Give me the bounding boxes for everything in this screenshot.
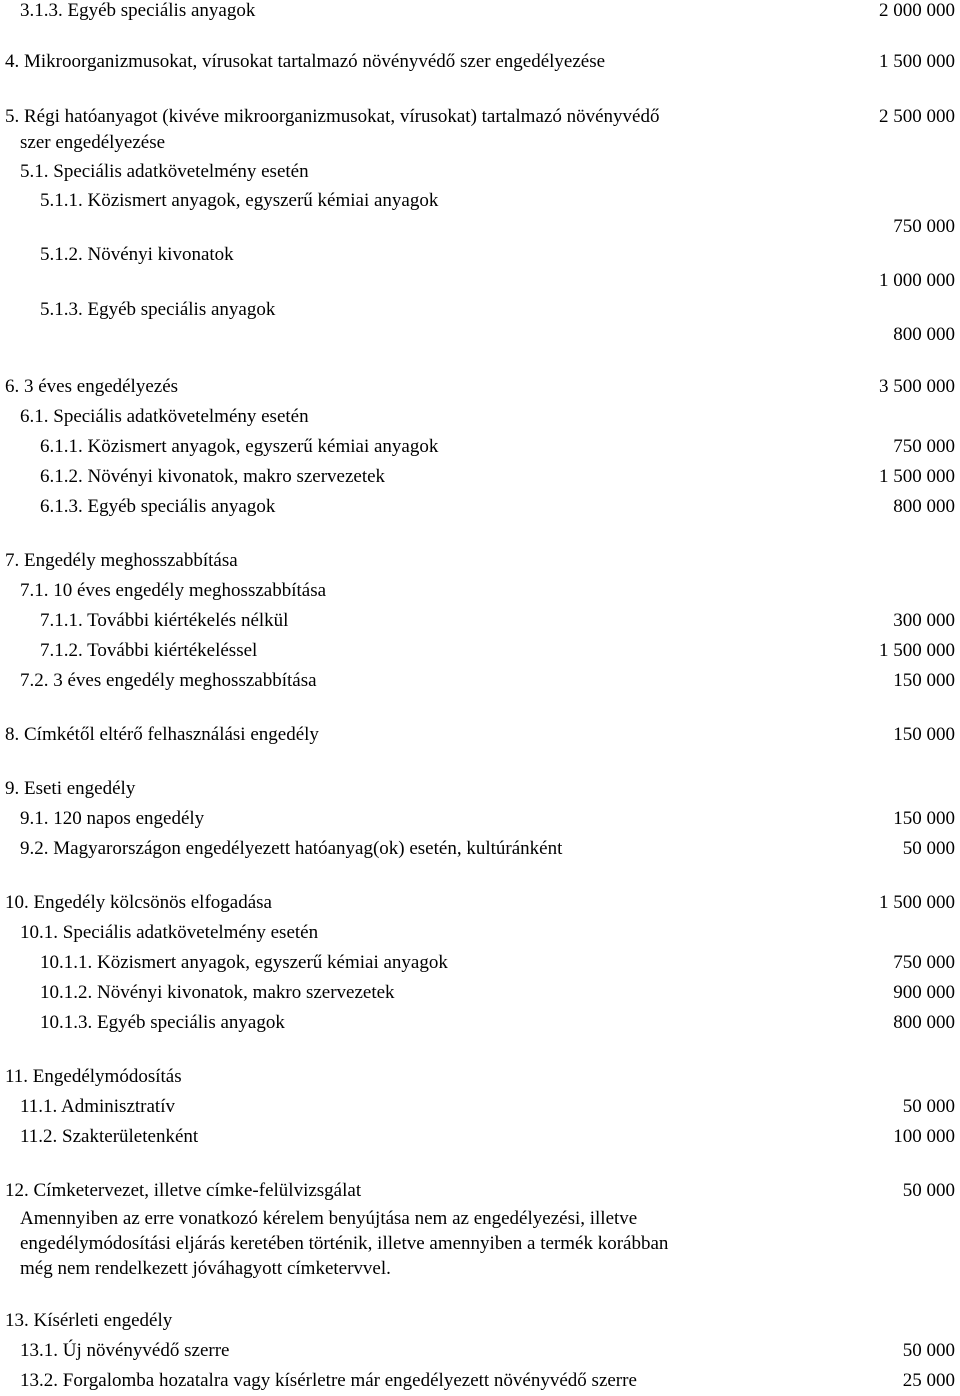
- item-10-1-1-label: 10.1.1. Közismert anyagok, egyszerű kémiai anyagok: [40, 952, 448, 973]
- item-6-1-1-value: 750 000: [893, 436, 955, 457]
- item-6-1-2-value: 1 500 000: [879, 466, 955, 487]
- item-5-label: 5. Régi hatóanyagot (kivéve mikroorganizmusokat, vírusokat) tartalmazó növényvédő: [5, 106, 660, 127]
- item-11-2-label: 11.2. Szakterületenként: [20, 1126, 199, 1147]
- item-7-1-1-label: 7.1.1. További kiértékelés nélkül: [40, 610, 289, 631]
- item-13-1-value: 50 000: [902, 1340, 955, 1361]
- item-5-label-cont: szer engedélyezése: [20, 132, 166, 153]
- item-12-note: [20, 1206, 820, 1281]
- item-4-value: 1 500 000: [879, 51, 955, 72]
- item-7-1-2-label: 7.1.2. További kiértékeléssel: [40, 640, 258, 661]
- item-5-1-1-value: 750 000: [893, 216, 955, 237]
- item-11-2-value: 100 000: [893, 1126, 955, 1147]
- item-5-1-3-label: 5.1.3. Egyéb speciális anyagok: [40, 299, 276, 320]
- item-9-2-label: 9.2. Magyarországon engedélyezett hatóanyag(ok) esetén, kultúránként: [20, 838, 563, 859]
- item-3-1-3-value: 2 000 000: [879, 0, 955, 21]
- item-9-label: 9. Eseti engedély: [5, 778, 136, 799]
- item-13-label: 13. Kísérleti engedély: [5, 1310, 173, 1331]
- item-7-1-1-value: 300 000: [893, 610, 955, 631]
- item-7-2-value: 150 000: [893, 670, 955, 691]
- item-5-1-2-value: 1 000 000: [879, 270, 955, 291]
- item-5-1-label: 5.1. Speciális adatkövetelmény esetén: [20, 161, 309, 182]
- item-7-label: 7. Engedély meghosszabbítása: [5, 550, 238, 571]
- item-5-1-2-label: 5.1.2. Növényi kivonatok: [40, 244, 234, 265]
- item-9-2-value: 50 000: [902, 838, 955, 859]
- item-11-1-label: 11.1. Adminisztratív: [20, 1096, 175, 1117]
- item-10-1-3-value: 800 000: [893, 1012, 955, 1033]
- item-6-1-3-label: 6.1.3. Egyéb speciális anyagok: [40, 496, 276, 517]
- item-3-1-3-label: 3.1.3. Egyéb speciális anyagok: [20, 0, 256, 21]
- item-9-1-value: 150 000: [893, 808, 955, 829]
- item-5-1-1-label: 5.1.1. Közismert anyagok, egyszerű kémiai anyagok: [40, 190, 439, 211]
- item-8-label: 8. Címkétől eltérő felhasználási engedély: [5, 724, 319, 745]
- item-7-2-label: 7.2. 3 éves engedély meghosszabbítása: [20, 670, 317, 691]
- item-10-value: 1 500 000: [879, 892, 955, 913]
- item-10-1-1-value: 750 000: [893, 952, 955, 973]
- note-line: Amennyiben az erre vonatkozó kérelem benyújtása nem az engedélyezési, illetve: [20, 1208, 638, 1229]
- item-13-2-value: 25 000: [902, 1370, 955, 1391]
- item-6-1-2-label: 6.1.2. Növényi kivonatok, makro szervezetek: [40, 466, 386, 487]
- item-8-value: 150 000: [893, 724, 955, 745]
- item-7-1-2-value: 1 500 000: [879, 640, 955, 661]
- item-11-1-value: 50 000: [902, 1096, 955, 1117]
- item-6-label: 6. 3 éves engedélyezés: [5, 376, 179, 397]
- item-10-1-label: 10.1. Speciális adatkövetelmény esetén: [20, 922, 319, 943]
- item-7-1-label: 7.1. 10 éves engedély meghosszabbítása: [20, 580, 327, 601]
- item-11-label: 11. Engedélymódosítás: [5, 1066, 182, 1087]
- note-line: engedélymódosítási eljárás keretében történik, illetve amennyiben a termék korábban: [20, 1233, 669, 1254]
- item-10-1-2-label: 10.1.2. Növényi kivonatok, makro szervezetek: [40, 982, 395, 1003]
- item-5-1-3-value: 800 000: [893, 324, 955, 345]
- item-6-value: 3 500 000: [879, 376, 955, 397]
- item-12-value: 50 000: [902, 1180, 955, 1201]
- item-4-label: 4. Mikroorganizmusokat, vírusokat tartalmazó növényvédő szer engedélyezése: [5, 51, 606, 72]
- item-12-label: 12. Címketervezet, illetve címke-felülvizsgálat: [5, 1180, 362, 1201]
- item-9-1-label: 9.1. 120 napos engedély: [20, 808, 205, 829]
- item-5-value: 2 500 000: [879, 106, 955, 127]
- item-13-2-label: 13.2. Forgalomba hozatalra vagy kísérletre már engedélyezett növényvédő szerre: [20, 1370, 637, 1391]
- item-10-label: 10. Engedély kölcsönös elfogadása: [5, 892, 272, 913]
- note-line: még nem rendelkezett jóváhagyott címketervvel.: [20, 1258, 391, 1279]
- item-10-1-3-label: 10.1.3. Egyéb speciális anyagok: [40, 1012, 285, 1033]
- item-6-1-3-value: 800 000: [893, 496, 955, 517]
- item-6-1-1-label: 6.1.1. Közismert anyagok, egyszerű kémiai anyagok: [40, 436, 439, 457]
- item-6-1-label: 6.1. Speciális adatkövetelmény esetén: [20, 406, 309, 427]
- item-10-1-2-value: 900 000: [893, 982, 955, 1003]
- item-13-1-label: 13.1. Új növényvédő szerre: [20, 1340, 230, 1361]
